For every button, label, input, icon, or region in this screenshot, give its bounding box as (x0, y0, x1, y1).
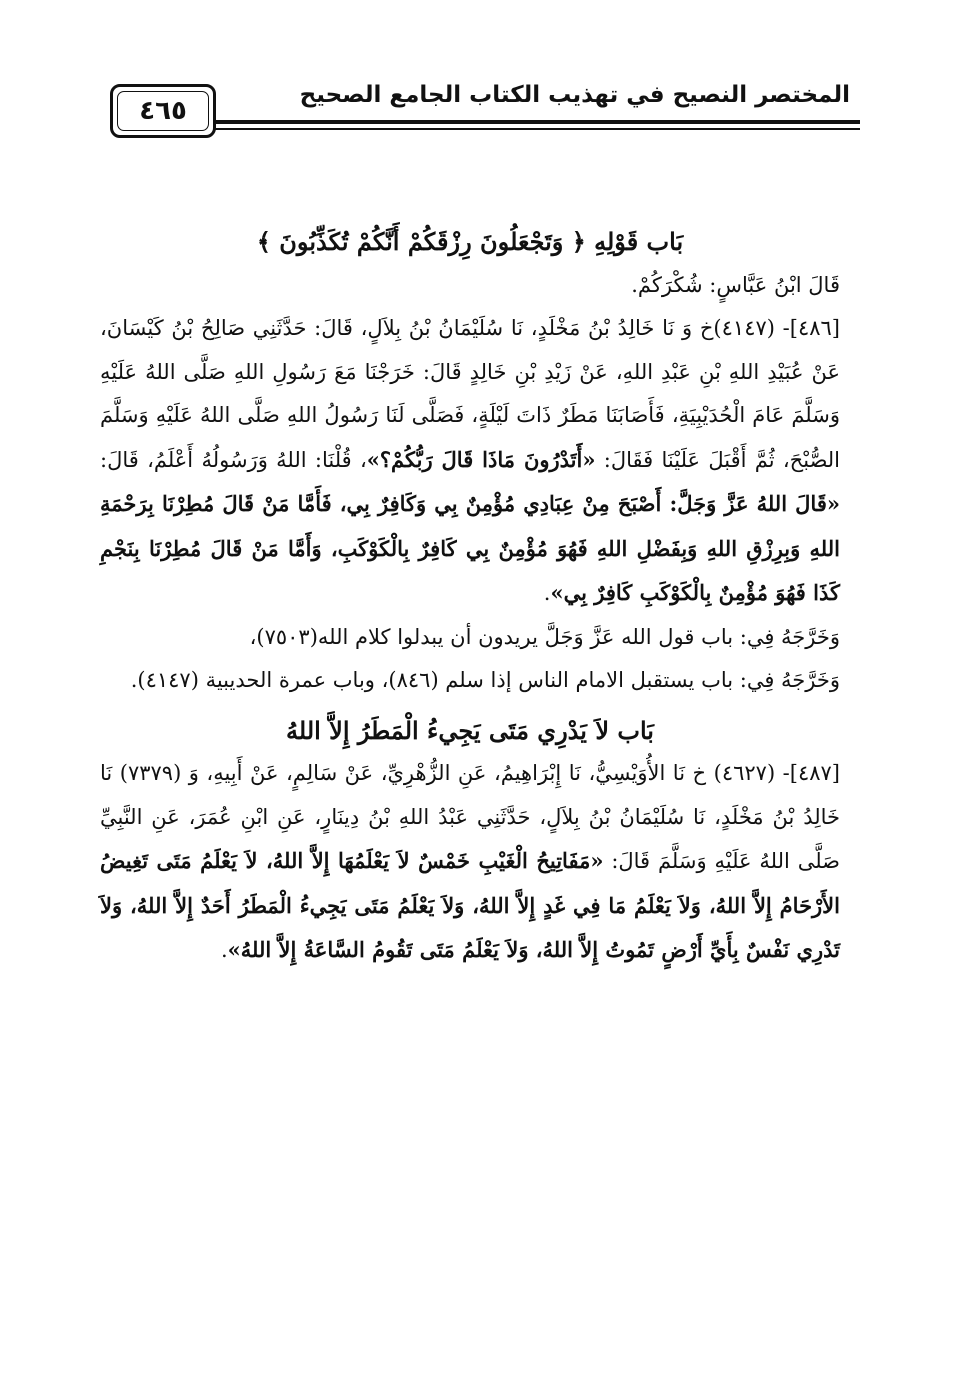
chapter-heading: بَاب قَوْلِهِ ﴿ وَتَجْعَلُونَ رِزْقَكُمْ أَنَّكُمْ تُكَذِّبُونَ ﴾ (256, 227, 684, 256)
takhrij-line-2: وَخَرَّجَهُ فِي: باب يستقبل الامام الناس إذا سلم (٨٤٦)، وباب عمرة الحديبية (٤١٤٧). (130, 668, 840, 692)
book-title: المختصر النصيح في تهذيب الكتاب الجامع الصحيح (299, 82, 850, 108)
chapter-heading-2: بَاب لاَ يَدْرِي مَتَى يَجِيءُ الْمَطَرُ إِلاَّ اللهُ (286, 715, 654, 745)
header-rule (215, 120, 860, 124)
page-number-frame (110, 84, 216, 138)
hadith-487-isnad: [٤٨٧]- (٤٦٢٧) خ نَا الأُوَيْسِيُّ، نَا إِبْرَاهِيمُ، عَنِ الزُّهْرِيِّ، عَنْ سَالِمٍ، عَنْ أَبِيهِ، وَ (٧٣٧٩) نَا خَالِدُ بْنُ مَخْلَدٍ، نَا سُلَيْمَانُ بْنُ بِلاَلٍ، حَدَّثَنِي عَبْدُ اللهِ بْنُ دِينَارٍ، عَنِ ابْنِ عُمَرَ، عَنِ النَّبِيِّ صَلَّى اللهُ عَلَيْهِ وَسَلَّمَ قَالَ: (100, 761, 841, 873)
hadith-486-quote-2: «قَالَ اللهُ عَزَّ وَجَلَّ: أَصْبَحَ مِنْ عِبَادِي مُؤْمِنٌ بِي وَكَافِرٌ بِي، فَأَمَّا مَنْ قَالَ مُطِرْنَا بِرَحْمَةِ اللهِ وَبِرِزْقِ اللهِ وَبِفَضْلِ اللهِ فَهُوَ مُؤْمِنٌ بِي كَافِرٌ بِالْكَوْكَبِ، وَأَمَّا مَنْ قَالَ مُطِرْنَا بِنَجْمِ كَذَا فَهُوَ مُؤْمِنٌ بِالْكَوْكَبِ كَافِرٌ بِي» (100, 491, 840, 605)
hadith-486 (100, 307, 840, 616)
hadith-486-isnad: [٤٨٦]- (٤١٤٧)خ وَ نَا خَالِدُ بْنُ مَخْلَدٍ، نَا سُلَيْمَانُ بْنُ بِلاَلٍ، قَالَ: حَدَّثَنِي صَالِحُ بْنُ كَيْسَانَ، عَنْ عُبَيْدِ اللهِ بْنِ عَبْدِ اللهِ، عَنْ زَيْدِ بْنِ خَالِدٍ قَالَ: خَرَجْنَا مَعَ رَسُولِ اللهِ صَلَّى اللهُ عَلَيْهِ وَسَلَّمَ عَامَ الْحُدَيْبِيَةِ، فَأَصَابَنَا مَطَرٌ ذَاتَ لَيْلَةٍ، فَصَلَّى لَنَا رَسُولُ اللهِ صَلَّى اللهُ عَلَيْهِ وَسَلَّمَ الصُّبْحَ، ثُمَّ أَقْبَلَ عَلَيْنَا فَقَالَ: (100, 316, 841, 472)
hadith-486-end: . (543, 581, 551, 605)
hadith-487-end: . (220, 938, 228, 962)
page-number: ٤٦٥ (139, 96, 187, 126)
hadith-487-quote: «مَفَاتِيحُ الْغَيْبِ خَمْسٌ لاَ يَعْلَمُهَا إِلاَّ اللهُ، لاَ يَعْلَمُ مَتَى تَغِيضُ الأَرْحَامُ إِلاَّ اللهُ، وَلاَ يَعْلَمُ مَا فِي غَدٍ إِلاَّ اللهُ، وَلاَ يَعْلَمُ مَتَى يَجِيءُ الْمَطَرُ أَحَدٌ إِلاَّ اللهُ، وَلاَ تَدْرِي نَفْسٌ بِأَيِّ أَرْضٍ تَمُوتُ إِلاَّ اللهُ، وَلاَ يَعْلَمُ مَتَى تَقُومُ السَّاعَةُ إِلاَّ اللهُ» (100, 848, 840, 962)
chapter-intro: قَالَ ابْنُ عَبَّاسٍ: شُكْرَكُمْ. (631, 272, 840, 297)
page-header (100, 78, 860, 150)
hadith-486-middle: ، قُلْنَا: اللهُ وَرَسُولُهُ أَعْلَمُ، قَالَ: (100, 447, 367, 472)
header-rule-thin (215, 128, 860, 130)
takhrij-line-1: وَخَرَّجَهُ فِي: باب قول الله عَزَّ وَجَلَّ يريدون أن يبدلوا كلام الله(٧٥٠٣)، (249, 624, 840, 649)
hadith-487 (100, 752, 840, 973)
page-content (100, 220, 840, 973)
hadith-486-quote-1: «أَتَدْرُونَ مَاذَا قَالَ رَبُّكُمْ؟» (366, 446, 596, 472)
